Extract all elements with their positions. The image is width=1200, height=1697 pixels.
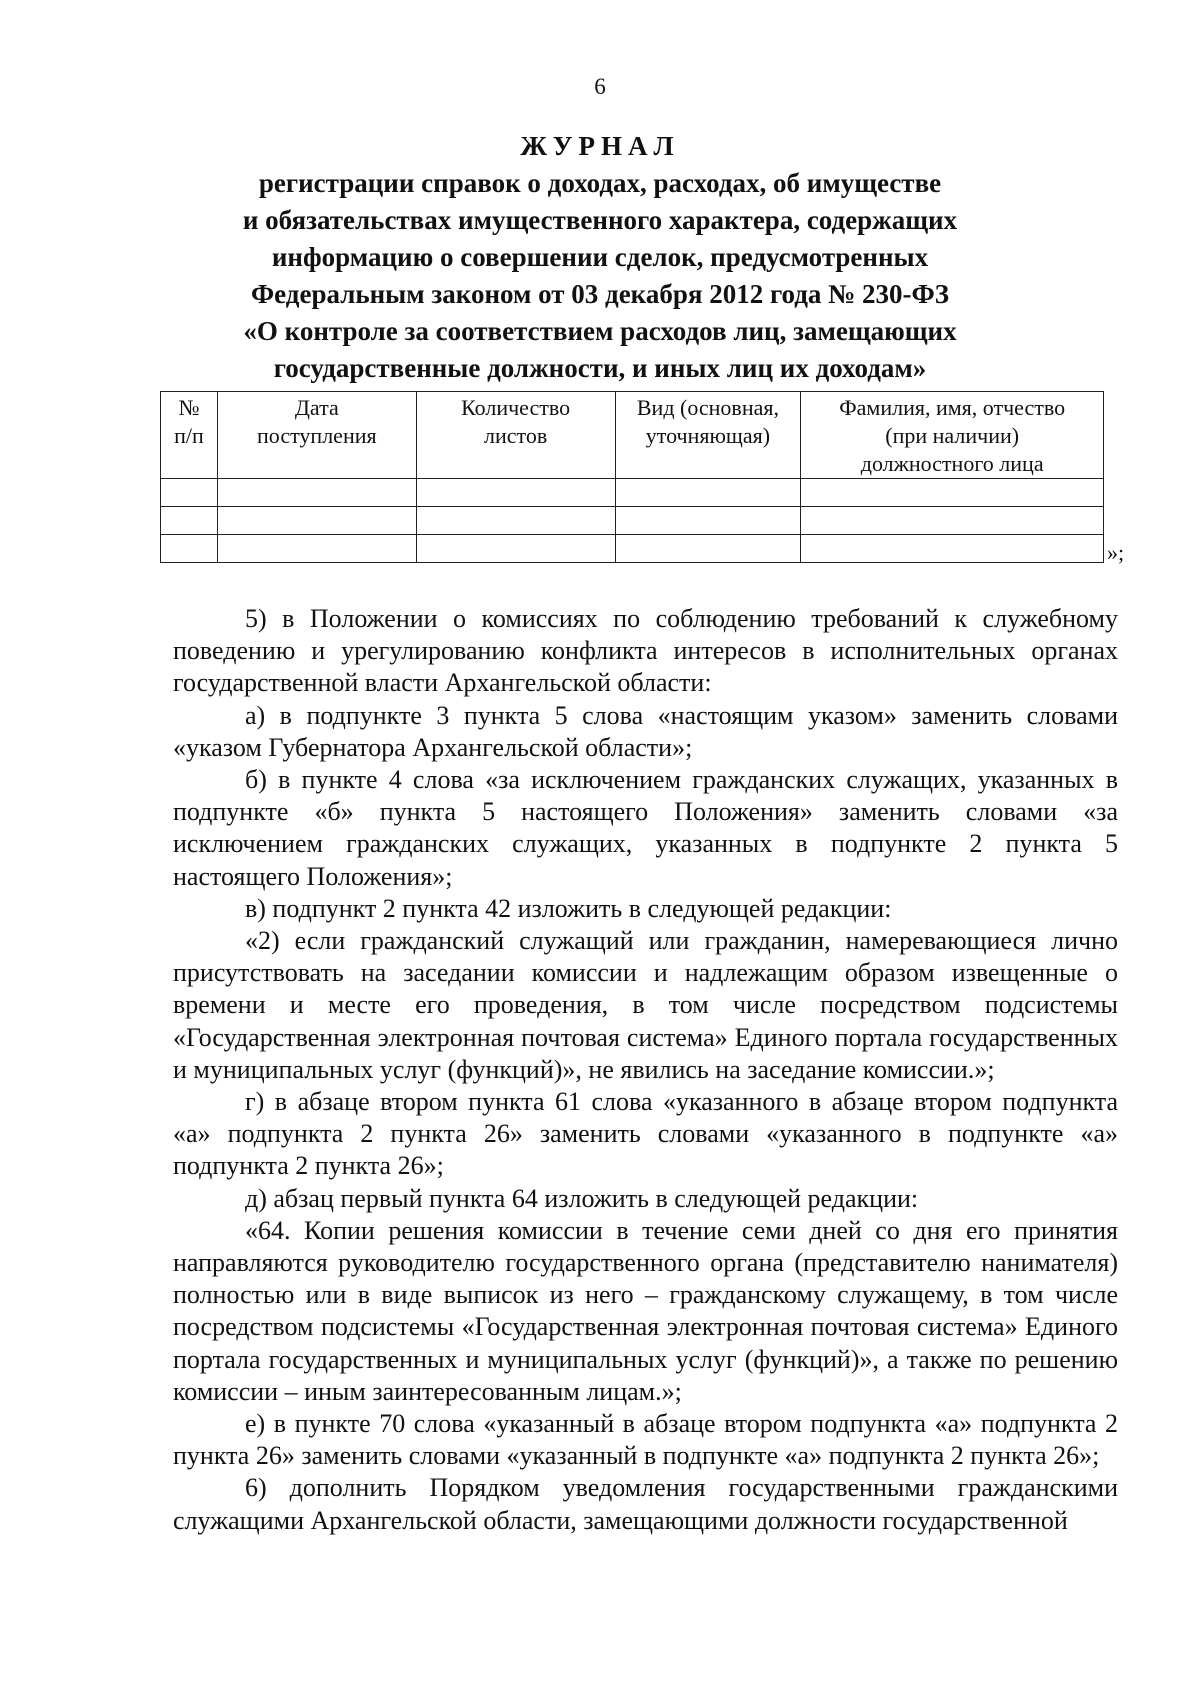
table-row — [161, 479, 1104, 507]
header-line: уточняющая) — [645, 423, 771, 448]
table-header-row — [161, 392, 1104, 479]
title-line: регистрации справок о доходах, расходах, об имуществе — [258, 168, 942, 198]
table-cell — [801, 535, 1104, 563]
table-closing-mark: »; — [1107, 540, 1125, 565]
table-cell — [801, 507, 1104, 535]
table-cell — [217, 507, 416, 535]
header-number — [161, 392, 218, 479]
page-number: 6 — [594, 74, 606, 99]
table-cell — [615, 479, 801, 507]
header-line: Фамилия, имя, отчество — [839, 395, 1066, 420]
paragraph: «2) если гражданский служащий или гражданин, намеревающиеся лично присутствовать на заседании комиссии и надлежащим образом извещенные о времени и месте его проведения, в том числе посредством подсистемы «Государственная электронная почтовая система» Единого портала государственных и муниципальных услуг (функций)», не явились на заседание комиссии.»; — [173, 926, 1118, 1084]
document-body — [173, 603, 1118, 1537]
table-cell — [615, 507, 801, 535]
journal-title — [150, 128, 1050, 387]
title-line: информацию о совершении сделок, предусмотренных — [271, 242, 929, 272]
header-line: Вид (основная, — [636, 395, 779, 420]
paragraph: а) в подпункте 3 пункта 5 слова «настоящим указом» заменить словами «указом Губернатора Архангельской области»; — [173, 700, 1118, 762]
table-cell — [161, 507, 218, 535]
paragraph: 6) дополнить Порядком уведомления государственными гражданскими служащими Архангельской области, замещающими должности государственной — [173, 1473, 1118, 1535]
table-cell — [217, 535, 416, 563]
journal-table — [160, 391, 1104, 563]
paragraph: г) в абзаце втором пункта 61 слова «указанного в абзаце втором подпункта «а» подпункта 2 пункта 26» заменить словами «указанного в подпункте «а» подпункта 2 пункта 26»; — [173, 1087, 1118, 1181]
header-line: п/п — [174, 423, 204, 448]
table-cell — [161, 479, 218, 507]
title-line: Федеральным законом от 03 декабря 2012 года № 230-ФЗ — [250, 279, 949, 309]
table-cell — [161, 535, 218, 563]
header-line: (при наличии) — [885, 423, 1020, 448]
title-line: «О контроле за соответствием расходов лиц, замещающих — [243, 316, 957, 346]
title-main: ЖУРНАЛ — [520, 131, 680, 161]
table-cell — [217, 479, 416, 507]
title-line: и обязательствах имущественного характера, содержащих — [242, 205, 958, 235]
table-cell — [416, 535, 615, 563]
paragraph: в) подпункт 2 пункта 42 изложить в следующей редакции: — [245, 893, 892, 923]
header-official-name — [801, 392, 1104, 479]
table-row — [161, 507, 1104, 535]
table-cell — [416, 507, 615, 535]
header-line: поступления — [257, 423, 377, 448]
paragraph: «64. Копии решения комиссии в течение семи дней со дня его принятия направляются руководителю государственного органа (представителю нанимателя) полностью или в виде выписок из него – гражданскому служащему, в том числе посредством подсистемы «Государственная электронная почтовая система» Единого портала государственных и муниципальных услуг (функций)», а также по решению комиссии – иным заинтересованным лицам.»; — [173, 1215, 1118, 1406]
paragraph: е) в пункте 70 слова «указанный в абзаце втором подпункта «а» подпункта 2 пункта 26» заменить словами «указанный в подпункте «а» подпункта 2 пункта 26»; — [173, 1409, 1118, 1471]
table-row — [161, 535, 1104, 563]
header-line: листов — [483, 423, 548, 448]
table-cell — [615, 535, 801, 563]
header-sheets — [416, 392, 615, 479]
header-type — [615, 392, 801, 479]
table-cell — [416, 479, 615, 507]
paragraph: б) в пункте 4 слова «за исключением гражданских служащих, указанных в подпункте «б» пункта 5 настоящего Положения» заменить словами «за исключением гражданских служащих, указанных в подпункте 2 пункта 5 настоящего Положения»; — [173, 765, 1118, 891]
header-date — [217, 392, 416, 479]
paragraph: д) абзац первый пункта 64 изложить в следующей редакции: — [245, 1183, 919, 1213]
paragraph: 5) в Положении о комиссиях по соблюдению требований к служебному поведению и урегулированию конфликта интересов в исполнительных органах государственной власти Архангельской области: — [173, 604, 1118, 698]
table-cell — [801, 479, 1104, 507]
header-line: № — [178, 395, 200, 420]
header-line: должностного лица — [860, 451, 1044, 476]
title-line: государственные должности, и иных лиц их доходам» — [273, 353, 927, 383]
header-line: Дата — [294, 395, 339, 420]
header-line: Количество — [461, 395, 571, 420]
